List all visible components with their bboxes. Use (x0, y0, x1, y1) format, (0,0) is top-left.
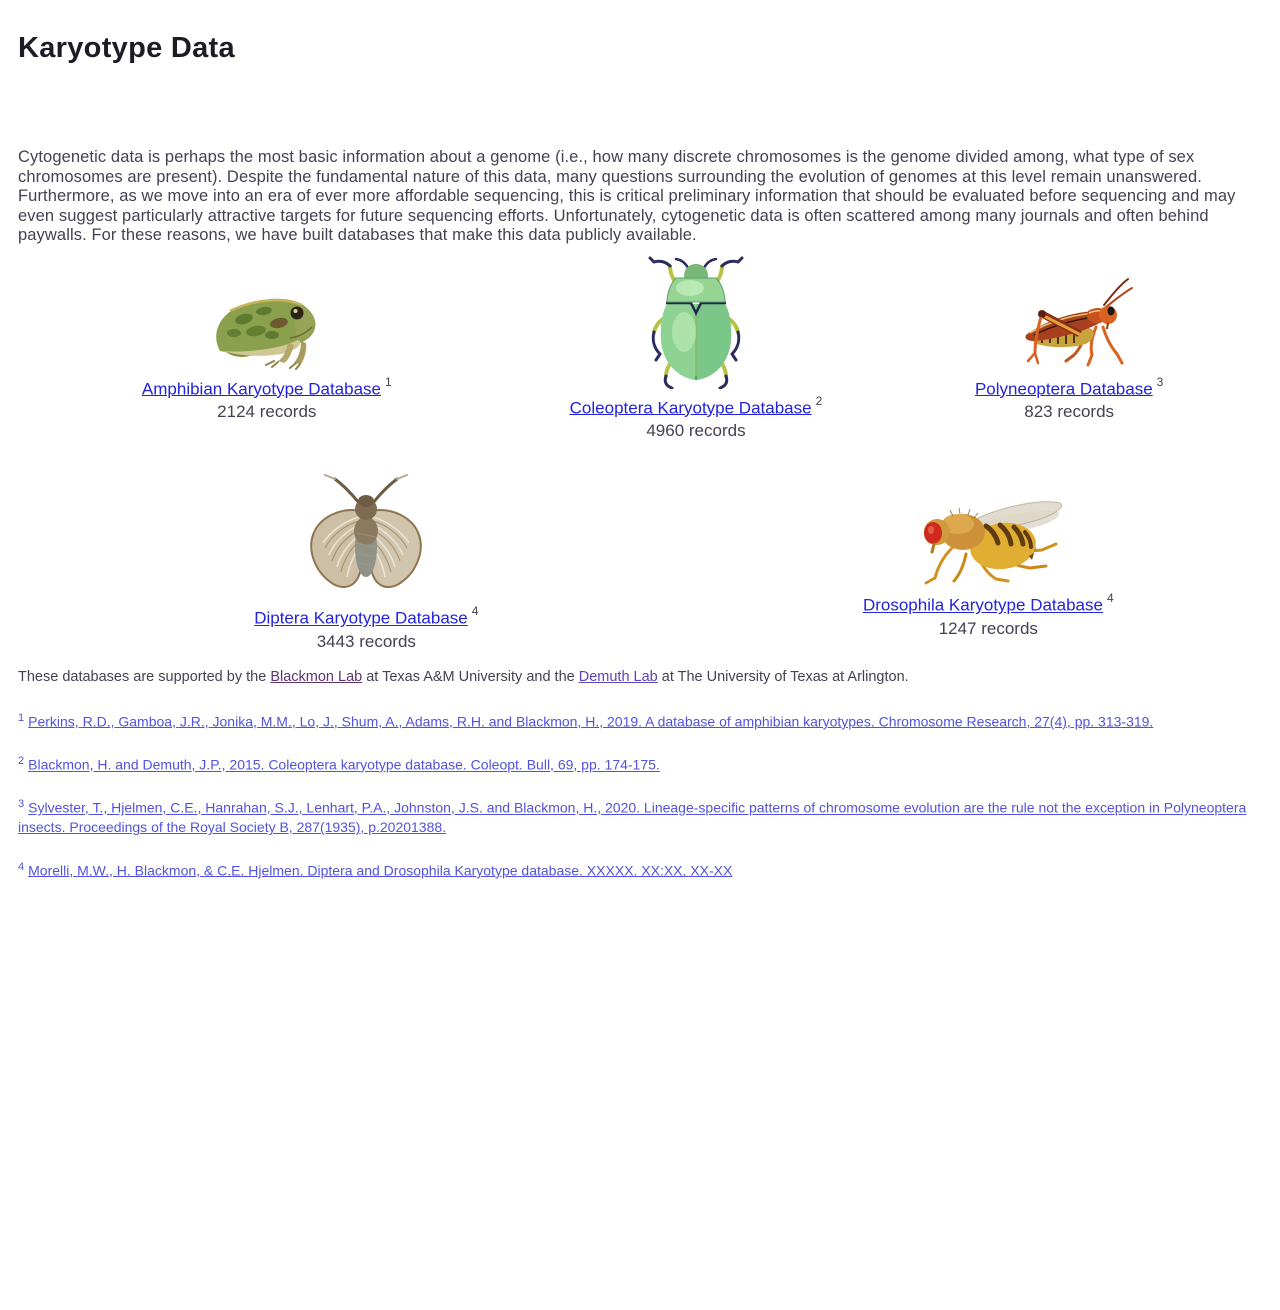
record-count-amphibian: 2124 records (217, 402, 317, 422)
reference-link-3[interactable]: Sylvester, T., Hjelmen, C.E., Hanrahan, S.J., Lenhart, P.A., Johnston, J.S. and Blackmon, H., 2020. Lineage-specific patterns of chromosome evolution are the rule not the exception in Polyneoptera insects. Proceedings of the Royal Society B, 287(1935), p.20201388. (18, 799, 1247, 836)
reference-item-1 (18, 709, 1262, 732)
reference-item-3 (18, 795, 1262, 838)
footnote-marker-3: 3 (1156, 374, 1164, 389)
database-title (570, 393, 823, 419)
fruit-fly-illustration (908, 486, 1068, 586)
beetle-illustration (646, 256, 746, 389)
grasshopper-photo[interactable] (1004, 275, 1134, 370)
reference-link-1[interactable]: Perkins, R.D., Gamboa, J.R., Jonika, M.M., Lo, J., Shum, A., Adams, R.H. and Blackmon, H., 2019. A database of amphibian karyotypes. Chromosome Research, 27(4), pp. 313-319. (28, 713, 1154, 730)
database-card-coleoptera (516, 256, 877, 442)
blackmon-lab-link[interactable]: Blackmon Lab (270, 668, 363, 685)
reference-list (18, 709, 1262, 881)
support-text-prefix: These databases are supported by the (18, 668, 271, 685)
record-count-coleoptera: 4960 records (646, 421, 746, 441)
reference-link-4[interactable]: Morelli, M.W., H. Blackmon, & C.E. Hjelmen. Diptera and Drosophila Karyotype database. XXXXX. XX:XX. XX-XX (28, 862, 733, 879)
moth-fly-photo[interactable] (301, 473, 431, 599)
frog-photo[interactable] (204, 275, 329, 370)
footnote-marker-4a: 4 (471, 604, 479, 619)
demuth-lab-link[interactable]: Demuth Lab (578, 668, 658, 685)
database-title (863, 590, 1114, 616)
footnote-marker-1: 1 (385, 374, 392, 389)
reference-number-4: 4 (18, 860, 25, 873)
database-title (975, 374, 1163, 400)
intro-paragraph: Cytogenetic data is perhaps the most basic information about a genome (i.e., how many discrete chromosomes is the genome divided among, what type of sex chromosomes are present). Despite the fundamental nature of this data, many questions surrounding the evolution of genomes at this level remain unanswered. Furthermore, as we move into an era of ever more affordable sequencing, this is critical preliminary information that should be evaluated before sequencing and may even suggest particularly attractive targets for future sequencing efforts. Unfortunately, cytogenetic data is often scattered among many journals and often behind paywalls. For these reasons, we have built databases that make this data publicly available. (18, 148, 1236, 244)
database-grid-row-1 (18, 256, 1262, 442)
support-line (18, 668, 1262, 687)
fruit-fly-photo[interactable] (908, 486, 1068, 586)
record-count-diptera: 3443 records (316, 631, 416, 651)
grasshopper-illustration (1004, 275, 1134, 370)
support-text-middle: at Texas A&M University and the (362, 668, 579, 685)
database-grid-row-2 (18, 473, 1262, 652)
reference-link-2[interactable]: Blackmon, H. and Demuth, J.P., 2015. Coleoptera karyotype database. Coleopt. Bull, 69, pp. 174-175. (28, 756, 660, 773)
record-count-drosophila: 1247 records (938, 618, 1038, 638)
polyneoptera-database-link[interactable]: Polyneoptera Database (974, 379, 1153, 399)
database-card-diptera (18, 473, 715, 652)
database-card-drosophila (715, 486, 1262, 639)
footnote-marker-2: 2 (815, 393, 823, 408)
reference-item-4 (18, 858, 1262, 881)
footnote-marker-4b: 4 (1106, 591, 1114, 606)
frog-illustration (204, 275, 329, 370)
amphibian-database-link[interactable]: Amphibian Karyotype Database (141, 379, 381, 399)
record-count-polyneoptera: 823 records (1024, 402, 1115, 422)
support-text-suffix: at The University of Texas at Arlington. (657, 668, 909, 685)
reference-item-2 (18, 752, 1262, 775)
moth-fly-illustration (301, 473, 431, 599)
page-title: Karyotype Data (18, 32, 235, 64)
reference-number-1: 1 (18, 711, 25, 724)
database-title (142, 374, 392, 400)
karyotype-data-page (0, 30, 1280, 881)
green-beetle-photo[interactable] (646, 256, 746, 389)
database-card-polyneoptera (876, 275, 1262, 423)
database-card-amphibian (18, 275, 516, 423)
drosophila-database-link[interactable]: Drosophila Karyotype Database (862, 595, 1103, 615)
diptera-database-link[interactable]: Diptera Karyotype Database (254, 608, 468, 628)
coleoptera-database-link[interactable]: Coleoptera Karyotype Database (569, 398, 812, 418)
database-title (254, 603, 478, 629)
reference-number-3: 3 (18, 798, 25, 811)
reference-number-2: 2 (18, 754, 25, 767)
